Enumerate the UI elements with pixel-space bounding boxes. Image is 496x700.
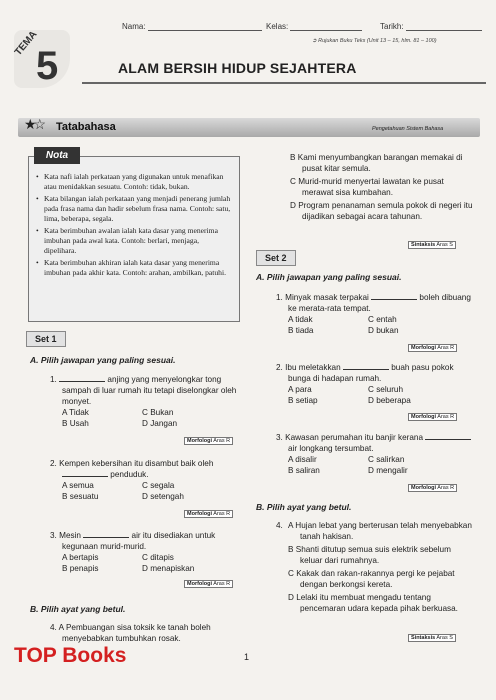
option[interactable]: D Jangan	[142, 419, 178, 428]
option[interactable]: C entah	[368, 315, 397, 324]
stars-icon: ★☆	[24, 116, 44, 132]
option[interactable]: B sesuatu	[62, 492, 99, 501]
nota-list	[36, 172, 232, 280]
set-2-label: Set 2	[256, 250, 296, 266]
option[interactable]: C salirkan	[368, 455, 405, 464]
option[interactable]: C segala	[142, 481, 175, 490]
tema-number: 5	[36, 44, 59, 88]
nota-item: • Kata bilangan ialah perkataan yang menjadi penerang jumlah pada frasa nama dan hadir sebelum frasa nama. Contoh: satu, lima, beberapa, segala.	[36, 194, 232, 224]
option[interactable]: B Shanti ditutup semua suis elektrik sebelum keluar dari rumahnya.	[288, 545, 451, 565]
option[interactable]: A Hujan lebat yang berterusan telah menyebabkan tanah hakisan.	[288, 521, 472, 541]
set1-instruction-b: B. Pilih ayat yang betul.	[30, 604, 126, 614]
set1-question-4-continued	[290, 152, 474, 222]
option[interactable]: C ditapis	[142, 553, 174, 562]
option[interactable]: A tidak	[288, 315, 313, 324]
page-number: 1	[244, 652, 250, 662]
option[interactable]: D mengalir	[368, 466, 408, 475]
option[interactable]: D Program penanaman semula pokok di negeri itu dijadikan sebagai acara tahunan.	[290, 201, 473, 221]
option[interactable]: B penapis	[62, 564, 99, 573]
option[interactable]: B Kami menyumbangkan barangan memakai di pusat kitar semula.	[290, 153, 463, 173]
answer-blank	[343, 362, 389, 370]
option[interactable]: A disalir	[288, 455, 317, 464]
option[interactable]: C Kakak dan rakan-rakannya pergi ke pejabat dengan berkongsi kereta.	[288, 569, 455, 589]
option[interactable]: B saliran	[288, 466, 320, 475]
answer-blank	[83, 530, 129, 538]
publisher-logo: TOP Books	[14, 644, 127, 667]
set1-question-1: 1. anjing yang menyelongkar tong sampah di luar rumah itu tetapi diselongkar oleh monyet. A Tidak C Bukan B Usah D Jangan	[50, 375, 237, 428]
skill-tag: Morfologi Aras R	[184, 437, 233, 445]
nota-item: • Kata nafi ialah perkataan yang digunakan untuk menafikan atau menidakkan sesuatu. Contoh: tidak, bukan.	[36, 172, 232, 192]
skill-tag: Morfologi Aras R	[408, 484, 457, 492]
nota-item: • Kata berimbuhan awalan ialah kata dasar yang menerima imbuhan pada awal kata. Contoh: berlari, menjaga, dipelihara.	[36, 226, 232, 256]
answer-blank	[425, 432, 471, 440]
skill-tag: Morfologi Aras R	[408, 413, 457, 421]
option[interactable]: D bukan	[368, 326, 399, 335]
option[interactable]: A Pembuangan sisa toksik ke tanah boleh menyebabkan tumbuhkan rosak.	[58, 623, 211, 643]
set1-question-4: 4. A Pembuangan sisa toksik ke tanah boleh menyebabkan tumbuhkan rosak.	[50, 623, 211, 643]
tema-word: TEMA	[12, 29, 40, 58]
option[interactable]: A para	[288, 385, 312, 394]
option[interactable]: B tiada	[288, 326, 314, 335]
skill-tag: Morfologi Aras R	[408, 344, 457, 352]
book-icon: ➲	[312, 38, 317, 44]
nama-field: Nama:	[122, 22, 262, 31]
set1-question-2: 2. Kempen kebersihan itu disambut baik oleh penduduk. A semua C segala B sesuatu D setengah	[50, 458, 240, 502]
nota-label: Nota	[34, 147, 80, 164]
option[interactable]: D menapiskan	[142, 564, 195, 573]
nota-item: • Kata berimbuhan akhiran ialah kata dasar yang menerima imbuhan pada akhir kata. Contoh: arahan, ambilkan, patuhi.	[36, 258, 232, 278]
option[interactable]: C seluruh	[368, 385, 404, 394]
set2-instruction-a: A. Pilih jawapan yang paling sesuai.	[256, 272, 402, 282]
option[interactable]: D beberapa	[368, 396, 411, 405]
set2-question-1: 1. Minyak masak terpakai boleh dibuang ke merata-rata tempat. A tidak C entah B tiada D bukan	[276, 293, 471, 335]
page-title: ALAM BERSIH HIDUP SEJAHTERA	[118, 60, 357, 76]
option[interactable]: A semua	[62, 481, 94, 490]
option[interactable]: D Lelaki itu membuat mengadu tentang pencemaran udara kepada pihak berkuasa.	[288, 593, 458, 613]
set2-question-4: 4. A Hujan lebat yang berterusan telah menyebabkan tanah hakisan. B Shanti ditutup semua suis elektrik sebelum keluar dari rumahnya. C Kakak dan rakan-rakannya pergi ke pejabat dengan berkongsi kereta. D Lelaki itu membuat mengadu tentang pencemaran udara kepada pihak berkuasa.	[276, 521, 472, 613]
option[interactable]: A Tidak	[62, 408, 89, 417]
answer-blank	[59, 374, 105, 382]
option[interactable]: C Murid-murid menyertai lawatan ke pusat merawat sisa kumbahan.	[290, 177, 444, 197]
skill-tag: Morfologi Aras R	[184, 510, 233, 518]
set1-question-3: 3. Mesin air itu disediakan untuk kegunaan murid-murid. A bertapis C ditapis B penapis D menapiskan	[50, 530, 240, 574]
option[interactable]: B Usah	[62, 419, 89, 428]
skill-tag: Sintaksis Aras S	[408, 634, 456, 642]
answer-blank	[62, 469, 108, 477]
option[interactable]: B setiap	[288, 396, 318, 405]
section-title: Tatabahasa	[56, 121, 116, 133]
answer-blank	[371, 292, 417, 300]
skill-tag: Sintaksis Aras S	[408, 241, 456, 249]
tarikh-field: Tarikh:	[380, 22, 482, 31]
skill-tag: Morfologi Aras R	[184, 580, 233, 588]
option[interactable]: D setengah	[142, 492, 184, 501]
set2-question-3: 3. Kawasan perumahan itu banjir kerana air longkang tersumbat. A disalir C salirkan B saliran D mengalir	[276, 432, 472, 476]
set1-instruction-a: A. Pilih jawapan yang paling sesuai.	[30, 355, 176, 365]
option[interactable]: C Bukan	[142, 408, 174, 417]
set2-instruction-b: B. Pilih ayat yang betul.	[256, 502, 352, 512]
set2-question-2: 2. Ibu meletakkan buah pasu pokok bunga di hadapan rumah. A para C seluruh B setiap D beberapa	[276, 363, 454, 405]
option[interactable]: A bertapis	[62, 553, 99, 562]
textbook-reference: ➲ Rujukan Buku Teks (Unit 13 – 15, hlm. 81 – 100)	[312, 38, 437, 44]
section-subtitle: Pengetahuan Sistem Bahasa	[372, 126, 444, 132]
kelas-field: Kelas:	[266, 22, 362, 31]
set-1-label: Set 1	[26, 331, 66, 347]
